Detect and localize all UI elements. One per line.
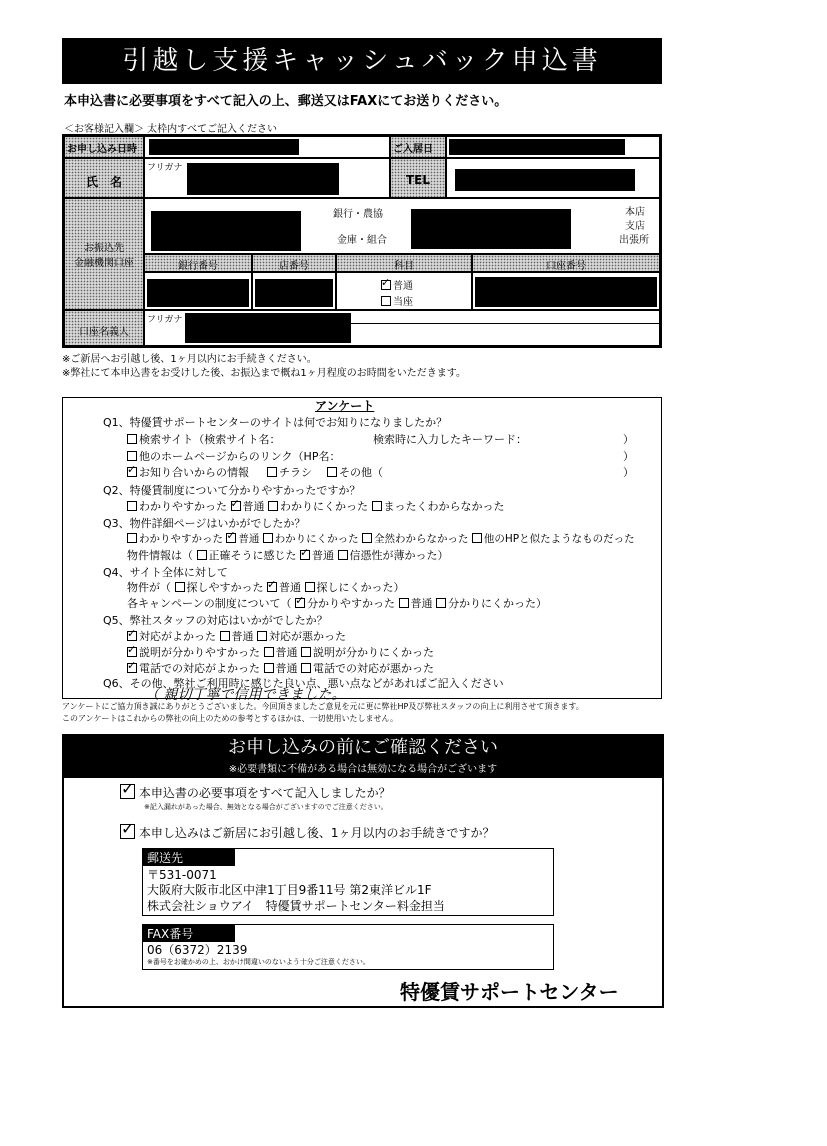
q5-r1-opt-3: 対応が悪かった xyxy=(269,630,346,643)
q6-answer[interactable]: （ 親切丁寧で信用できました。 xyxy=(145,687,346,703)
q1-option-acquaintance[interactable] xyxy=(127,464,249,480)
checkbox-icon xyxy=(399,598,409,608)
q1-option-link-label: 他のホームページからのリンク（HP名： xyxy=(139,450,341,463)
q5-r1-opt-1: 対応がよかった xyxy=(139,630,216,643)
checkbox-icon xyxy=(127,451,137,461)
checkbox-checked-icon xyxy=(127,647,137,657)
q5-row-3[interactable] xyxy=(127,660,434,676)
q4-camp-prefix: 各キャンペーンの制度について（ xyxy=(127,597,292,610)
checkbox-icon xyxy=(268,501,278,511)
q2-opt-2: 普通 xyxy=(242,500,265,513)
q5-row-1[interactable] xyxy=(127,628,346,644)
fax-number: 06（6372）2139 xyxy=(147,943,248,957)
q3-info-opt-1: 正確そうに感じた xyxy=(208,549,297,562)
customer-section-header: ＜お客様記入欄＞ 太枠内すべてご記入ください xyxy=(64,124,277,135)
checkbox-icon xyxy=(220,631,230,641)
bank-label-line2: 金融機関口座 xyxy=(74,258,134,269)
mail-company: 株式会社ショウアイ 特優賃サポートセンター料金担当 xyxy=(147,899,445,913)
account-type-1[interactable] xyxy=(381,277,413,292)
checkbox-checked-icon xyxy=(231,501,241,511)
q4-prop-opt-2: 普通 xyxy=(279,581,301,594)
checkbox-icon xyxy=(381,296,391,306)
q5-r1-opt-2: 普通 xyxy=(231,630,254,643)
move-in-date-field[interactable] xyxy=(446,136,660,158)
checkbox-icon xyxy=(127,434,137,444)
branch-type-2: 支店 xyxy=(625,221,645,232)
holder-label: 口座名義人 xyxy=(64,310,144,346)
q5-r3-opt-2: 普通 xyxy=(275,662,298,675)
bank-name-field[interactable] xyxy=(144,198,660,254)
q1-option-flyer-label: チラシ xyxy=(279,466,312,479)
q2-opt-3: わかりにくかった xyxy=(280,500,368,513)
q3-opt-3: わかりにくかった xyxy=(274,533,359,545)
q3-options[interactable] xyxy=(127,531,635,546)
account-number-header: 口座番号 xyxy=(472,254,660,272)
mail-label: 郵送先 xyxy=(143,849,235,866)
confirm-item-1-note: ※記入漏れがあった場合、無効となる場合がございますのでご注意ください。 xyxy=(144,803,388,811)
bank-code-field[interactable] xyxy=(144,272,252,310)
q4-text: Q4、サイト全体に対して xyxy=(103,566,228,579)
q3-opt-1: わかりやすかった xyxy=(139,533,223,545)
checkbox-icon xyxy=(127,501,137,511)
checkbox-checked-icon xyxy=(267,582,277,592)
checkbox-icon xyxy=(263,533,273,543)
postal-code: 〒531-0071 xyxy=(147,868,217,882)
q1-text: Q1、特優賃サポートセンターのサイトは何でお知りになりましたか？ xyxy=(103,416,448,429)
checkbox-icon xyxy=(436,598,446,608)
q1-option-acquaintance-label: お知り合いからの情報 xyxy=(139,466,249,479)
checkbox-checked-icon xyxy=(120,824,135,839)
q1-paren-2: ） xyxy=(623,450,634,463)
q4-prop-opt-1: 探しやすかった xyxy=(186,581,264,594)
instruction-text: 本申込書に必要事項をすべて記入の上、郵送又はFAXにてお送りください。 xyxy=(64,94,508,109)
checkbox-checked-icon xyxy=(127,631,137,641)
checkbox-icon xyxy=(472,533,482,543)
confirm-item-1[interactable] xyxy=(120,784,391,801)
q4-prop-opt-3: 探しにくかった） xyxy=(316,581,405,594)
q5-r2-opt-2: 普通 xyxy=(275,646,298,659)
q1-option-other[interactable] xyxy=(327,464,383,480)
q3-info-prefix: 物件情報は（ xyxy=(127,549,193,562)
q1-keyword-label: 検索時に入力したキーワード： xyxy=(373,433,527,446)
account-type-1-label: 普通 xyxy=(393,281,413,292)
account-number-field[interactable] xyxy=(472,272,660,310)
branch-code-header: 店番号 xyxy=(252,254,336,272)
q2-opt-4: まったくわからなかった xyxy=(383,500,505,513)
customer-table xyxy=(62,134,662,348)
account-type-header: 科目 xyxy=(336,254,472,272)
checkbox-checked-icon xyxy=(127,663,137,673)
q5-r2-opt-1: 説明が分かりやすかった xyxy=(139,646,260,659)
checkbox-icon xyxy=(372,501,382,511)
q5-r3-opt-1: 電話での対応がよかった xyxy=(139,662,260,675)
checkbox-icon xyxy=(338,550,348,560)
checkbox-icon xyxy=(362,533,372,543)
holder-furigana-label: フリガナ xyxy=(147,315,183,325)
q2-text: Q2、特優賃制度について分かりやすかったですか？ xyxy=(103,484,361,497)
q1-option-flyer[interactable] xyxy=(267,464,312,480)
name-field[interactable] xyxy=(144,158,390,198)
apply-date-label: お申し込み日時 xyxy=(64,136,144,158)
confirm-item-1-label: 本申込書の必要事項をすべて記入しましたか？ xyxy=(138,786,391,800)
fax-note: ※番号をお確かめの上、おかけ間違いのないよう十分ご注意ください。 xyxy=(147,958,370,966)
q3-info-options[interactable] xyxy=(127,547,449,563)
q1-paren-1: ） xyxy=(623,433,634,446)
confirm-header xyxy=(64,736,662,778)
q4-camp-opt-3: 分かりにくかった） xyxy=(448,597,548,610)
survey-box xyxy=(62,397,662,703)
survey-footer-2: このアンケートはこれからの弊社の向上のための参考とするほかは、一切使用いたしません。 xyxy=(62,714,398,723)
survey-footer-1: アンケートにご協力頂き誠にありがとうございました。今回頂きましたご意見を元に更に弊社HP及び弊社スタッフの向上に利用させて頂きます。 xyxy=(62,702,584,711)
q4-prop-prefix: 物件が（ xyxy=(127,581,171,594)
fax-label: FAX番号 xyxy=(143,925,235,942)
checkbox-icon xyxy=(264,663,274,673)
q4-property-options[interactable] xyxy=(127,579,405,595)
account-type-2[interactable] xyxy=(381,293,413,308)
fax-box xyxy=(142,924,554,970)
checkbox-icon xyxy=(267,467,277,477)
q1-option-search-label: 検索サイト（検索サイト名： xyxy=(139,433,281,446)
q3-opt-5: 他のHPと似たようなものだった xyxy=(483,533,635,545)
checkbox-icon xyxy=(264,647,274,657)
checkbox-icon xyxy=(175,582,185,592)
bank-type-1: 銀行・農協 xyxy=(333,209,383,220)
mail-address: 大阪府大阪市北区中津1丁目9番11号 第2東洋ビル1F xyxy=(147,883,432,897)
q1-option-search[interactable] xyxy=(127,431,280,447)
branch-type-1: 本店 xyxy=(625,207,645,218)
confirm-item-2[interactable] xyxy=(120,824,494,841)
bank-code-header: 銀行番号 xyxy=(144,254,252,272)
bank-label-line1: お振込先 xyxy=(84,243,124,254)
checkbox-icon xyxy=(305,582,315,592)
checkbox-checked-icon xyxy=(300,550,310,560)
checkbox-icon xyxy=(257,631,267,641)
checkbox-icon xyxy=(327,467,337,477)
tel-field[interactable] xyxy=(446,158,660,198)
q3-info-opt-2: 普通 xyxy=(312,549,334,562)
survey-header: アンケート xyxy=(315,399,375,413)
checkbox-icon xyxy=(301,663,311,673)
q2-opt-1: わかりやすかった xyxy=(139,500,227,513)
q4-camp-opt-1: 分かりやすかった xyxy=(307,597,396,610)
note-2: ※弊社にて本申込書をお受けした後、お振込まで概ね1ヶ月程度のお時間をいただきます。 xyxy=(62,368,466,379)
checkbox-icon xyxy=(127,533,137,543)
move-in-date-label: ご入居日 xyxy=(390,136,446,158)
bank-type-2: 金庫・組合 xyxy=(337,235,387,246)
q5-r2-opt-3: 説明が分かりにくかった xyxy=(313,646,434,659)
q4-campaign-options[interactable] xyxy=(127,595,547,611)
q5-r3-opt-3: 電話での対応が悪かった xyxy=(313,662,434,675)
q5-text: Q5、弊社スタッフの対応はいかがでしたか？ xyxy=(103,614,328,627)
brand-name: 特優賃サポートセンター xyxy=(400,980,619,1004)
checkbox-checked-icon xyxy=(127,467,137,477)
q3-info-opt-3: 信憑性が薄かった） xyxy=(349,549,449,562)
q1-option-link[interactable] xyxy=(127,448,340,464)
q4-camp-opt-2: 普通 xyxy=(410,597,433,610)
note-1: ※ご新居へお引越し後、1ヶ月以内にお手続きください。 xyxy=(62,354,317,365)
q1-paren-3: ） xyxy=(623,466,634,479)
apply-date-field[interactable] xyxy=(144,136,390,158)
confirm-subtitle: ※必要書類に不備がある場合は無効になる場合がございます xyxy=(228,764,498,775)
confirm-box xyxy=(62,734,664,1008)
q1-option-other-label: その他（ xyxy=(339,466,383,479)
checkbox-checked-icon xyxy=(381,280,391,290)
checkbox-checked-icon xyxy=(120,784,135,799)
bank-label xyxy=(64,198,144,310)
form-title: 引越し支援キャッシュバック申込書 xyxy=(62,38,662,84)
branch-type-3: 出張所 xyxy=(619,235,649,246)
checkbox-checked-icon xyxy=(226,533,236,543)
name-label: 氏 名 xyxy=(64,158,144,198)
tel-label: TEL xyxy=(390,158,446,198)
q5-row-2[interactable] xyxy=(127,644,434,660)
mail-address-box xyxy=(142,848,554,916)
checkbox-icon xyxy=(197,550,207,560)
checkbox-checked-icon xyxy=(295,598,305,608)
holder-field[interactable] xyxy=(144,310,660,346)
q2-options[interactable] xyxy=(127,498,505,514)
branch-code-field[interactable] xyxy=(252,272,336,310)
account-type-field[interactable] xyxy=(336,272,472,310)
q6-text: Q6、その他、弊社ご利用時に感じた良い点、悪い点などがあればご記入ください xyxy=(103,677,504,690)
q3-opt-4: 全然わからなかった xyxy=(374,533,469,545)
confirm-item-2-label: 本申し込みはご新居にお引越し後、1ヶ月以内のお手続きですか？ xyxy=(138,826,495,840)
q3-text: Q3、物件詳細ページはいかがでしたか？ xyxy=(103,517,306,530)
confirm-title: お申し込みの前にご確認ください xyxy=(228,737,498,758)
account-type-2-label: 当座 xyxy=(393,297,413,308)
checkbox-icon xyxy=(301,647,311,657)
q3-opt-2: 普通 xyxy=(238,533,260,545)
name-furigana-label: フリガナ xyxy=(147,163,183,173)
